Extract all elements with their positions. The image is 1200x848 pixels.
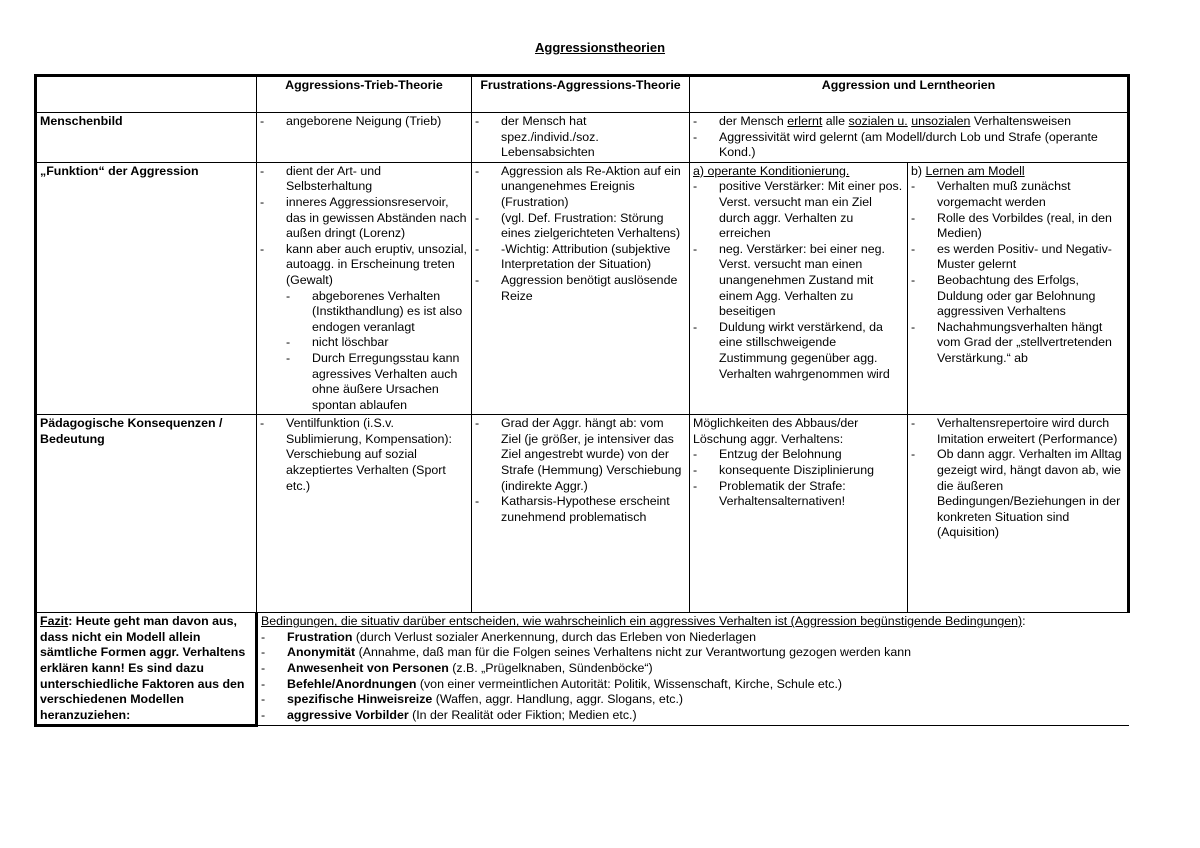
underlined-text: sozialen u. [848, 114, 908, 128]
list-item [261, 630, 1126, 646]
header-trieb: Aggressions-Trieb-Theorie [257, 76, 472, 113]
cell-funktion-trieb [257, 162, 472, 415]
list-item: - Aggression benötigt auslösende Reize [475, 273, 686, 304]
underlined-text: erlernt [787, 114, 823, 128]
text-run: (In der Realität oder Fiktion; Medien etc.) [408, 707, 637, 722]
list-item: - Problematik der Strafe: Verhaltensalternativen! [693, 479, 904, 510]
text-run: (von einer vermeintlichen Autorität: Politik, Wissenschaft, Kirche, Schule etc.) [416, 676, 843, 691]
bold-term: aggressive Vorbilder [287, 707, 409, 722]
fazit-text: : Heute geht man davon aus, dass nicht ein Modell allein sämtliche Formen aggr. Verhaltens erklären kann! Es sind dazu unterschiedliche Faktoren aus den verschiedenen Modellen heranzuziehen: [40, 614, 246, 722]
list-item: - Katharsis-Hypothese erscheint zunehmend problematisch [475, 494, 686, 525]
list-item [261, 645, 1126, 661]
row-paedagogik [36, 415, 1129, 613]
list-item: - (vgl. Def. Frustration: Störung eines zielgerichteten Verhaltens) [475, 211, 686, 242]
row-funktion [36, 162, 1129, 415]
bold-term: Befehle/Anordnungen [287, 676, 417, 691]
underlined-text: Lernen am Modell [925, 163, 1025, 178]
cell-paedagogik-lern-a [690, 415, 908, 613]
bold-term: Frustration [287, 629, 353, 644]
row-label-fazit [36, 613, 257, 726]
header-empty-cell [36, 76, 257, 113]
text-run: der Mensch [719, 114, 788, 128]
header-row [36, 76, 1129, 113]
theory-table [34, 74, 1130, 727]
list-item: - der Mensch hat spez./individ./soz. Lebensabsichten [475, 114, 686, 161]
underlined-text: unsozialen [911, 114, 971, 128]
text-run: Verhaltensweisen [970, 114, 1072, 128]
list-item: - Verhaltensrepertoire wird durch Imitation erweitert (Performance) [911, 416, 1124, 447]
cell-paedagogik-trieb [257, 415, 472, 613]
cell-menschenbild-lern [690, 113, 1129, 163]
header-frustration: Frustrations-Aggressions-Theorie [472, 76, 690, 113]
text-run: (durch Verlust sozialer Anerkennung, durch das Erleben von Niederlagen [352, 629, 757, 644]
row-label-funktion: „Funktion“ der Aggression [36, 162, 257, 415]
bold-term: spezifische Hinweisreize [287, 692, 433, 707]
cell-menschenbild-frustration [472, 113, 690, 163]
list-item [693, 114, 1124, 130]
header-lern: Aggression und Lerntheorien [690, 76, 1129, 113]
fazit-intro [261, 614, 1126, 630]
cell-funktion-frustration [472, 162, 690, 415]
bold-term: Anonymität [287, 645, 356, 660]
row-menschenbild [36, 113, 1129, 163]
list-item: - Nachahmungsverhalten hängt vom Grad der „stellvertretenden Verstärkung.“ ab [911, 320, 1124, 367]
text-run: (Waffen, aggr. Handlung, aggr. Slogans, etc.) [432, 692, 684, 707]
list-item: - Rolle des Vorbildes (real, in den Medien) [911, 211, 1124, 242]
cell-funktion-lern-a [690, 162, 908, 415]
list-item: - angeborene Neigung (Trieb) [260, 114, 468, 130]
list-item: - Ob dann aggr. Verhalten im Alltag gezeigt wird, hängt davon ab, wie die äußeren Bedingungen/Beziehungen in der konkreten Situation sind (Aquisition) [911, 447, 1124, 541]
list-item: - inneres Aggressionsreservoir, das in gewissen Abständen nach außen dringt (Lorenz) [260, 195, 468, 242]
sub-list-item: - nicht löschbar [286, 335, 468, 351]
row-label-menschenbild: Menschenbild [36, 113, 257, 163]
list-item: - kann aber auch eruptiv, unsozial, autoagg. in Erscheinung treten (Gewalt) [260, 242, 468, 289]
list-item: - Aggression als Re-Aktion auf ein unangenehmes Ereignis (Frustration) [475, 164, 686, 211]
list-item [261, 692, 1126, 708]
text-run: (Annahme, daß man für die Folgen seines Verhaltens nicht zur Verantwortung gezogen werden kann [355, 645, 912, 660]
text-run: alle [822, 114, 849, 128]
list-item [261, 708, 1126, 724]
fazit-keyword: Fazit [40, 614, 69, 629]
subheading-operante: a) operante Konditionierung. [693, 163, 850, 178]
list-item: - es werden Positiv- und Negativ-Muster gelernt [911, 242, 1124, 273]
text-run: (z.B. „Prügelknaben, Sündenböcke“) [448, 661, 653, 676]
list-item: - positive Verstärker: Mit einer pos. Verst. versucht man ein Ziel durch aggr. Verhalten zu erreichen [693, 179, 904, 241]
text-run: b) [911, 163, 926, 178]
list-item: - konsequente Disziplinierung [693, 463, 904, 479]
list-item: - Beobachtung des Erfolgs, Duldung oder gar Belohnung aggressiven Verhaltens [911, 273, 1124, 320]
underlined-text: Bedingungen, die situativ darüber entscheiden, wie wahrscheinlich ein aggressives Verhalten ist (Aggression begünstigende Bedingungen) [261, 614, 1023, 629]
list-item [261, 677, 1126, 693]
sub-list-item: - abgeborenes Verhalten (Instikthandlung) es ist also endogen veranlagt [286, 289, 468, 336]
cell-funktion-lern-b [908, 162, 1129, 415]
sub-list-item: - Durch Erregungsstau kann agressives Verhalten auch ohne äußere Ursachen spontan ablaufen [286, 351, 468, 413]
list-item: - Aggressivität wird gelernt (am Modell/durch Lob und Strafe (operante Kond.) [693, 130, 1124, 161]
list-item: - Duldung wirkt verstärkend, da eine stillschweigende Zustimmung gegenüber agg. Verhalten wahrgenommen wird [693, 320, 904, 382]
row-label-paedagogik: Pädagogische Konsequenzen / Bedeutung [36, 415, 257, 613]
cell-fazit [257, 613, 1129, 726]
cell-paedagogik-frustration [472, 415, 690, 613]
list-item: - neg. Verstärker: bei einer neg. Verst. versucht man einen unangenehmen Zustand mit einem Agg. Verhalten zu beseitigen [693, 242, 904, 320]
list-item: - dient der Art- und Selbsterhaltung [260, 164, 468, 195]
paragraph: Möglichkeiten des Abbaus/der Löschung aggr. Verhaltens: [693, 416, 859, 446]
text-run: : [1022, 614, 1026, 629]
list-item: - Verhalten muß zunächst vorgemacht werden [911, 179, 1124, 210]
row-fazit [36, 613, 1129, 726]
cell-menschenbild-trieb [257, 113, 472, 163]
document-title: Aggressionstheorien [534, 40, 666, 55]
list-item: - Grad der Aggr. hängt ab: vom Ziel (je größer, je intensiver das Ziel angestrebt wurde) von der Strafe (Hemmung) Verschiebung (indirekte Aggr.) [475, 416, 686, 494]
cell-paedagogik-lern-b [908, 415, 1129, 613]
list-item: - Entzug der Belohnung [693, 447, 904, 463]
subheading-modell [911, 164, 1124, 180]
list-item: - -Wichtig: Attribution (subjektive Interpretation der Situation) [475, 242, 686, 273]
list-item [261, 661, 1126, 677]
bold-term: Anwesenheit von Personen [287, 661, 449, 676]
list-item: - Ventilfunktion (i.S.v. Sublimierung, Kompensation): Verschiebung auf sozial akzeptiertes Verhalten (Sport etc.) [260, 416, 468, 494]
